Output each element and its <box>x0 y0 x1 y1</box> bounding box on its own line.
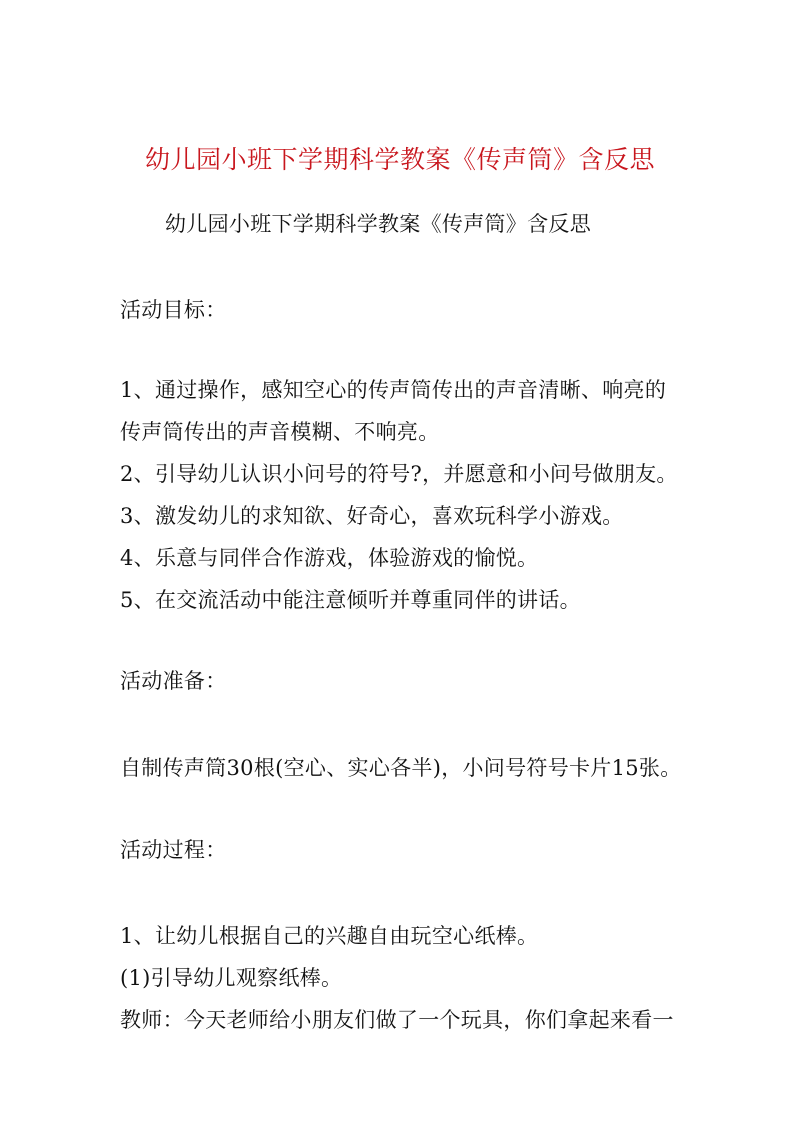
process-item: 教师：今天老师给小朋友们做了一个玩具，你们拿起来看一 <box>120 1008 674 1032</box>
objective-item: 1、通过操作，感知空心的传声筒传出的声音清晰、响亮的 <box>120 378 667 402</box>
objective-item: 5、在交流活动中能注意倾听并尊重同伴的讲话。 <box>120 588 581 612</box>
objective-item: 4、乐意与同伴合作游戏，体验游戏的愉悦。 <box>120 546 539 570</box>
document-subtitle: 幼儿园小班下学期科学教案《传声筒》含反思 <box>165 212 591 236</box>
process-item: (1)引导幼儿观察纸棒。 <box>120 966 343 990</box>
objectives-heading: 活动目标： <box>120 298 227 322</box>
preparation-heading: 活动准备： <box>120 669 227 693</box>
preparation-text: 自制传声筒30根(空心、实心各半)，小问号符号卡片15张。 <box>120 756 682 780</box>
process-item: 1、让幼儿根据自己的兴趣自由玩空心纸棒。 <box>120 924 539 948</box>
document-title: 幼儿园小班下学期科学教案《传声筒》含反思 <box>144 145 655 174</box>
process-heading: 活动过程： <box>120 838 227 862</box>
objective-item: 2、引导幼儿认识小问号的符号?，并愿意和小问号做朋友。 <box>120 462 678 486</box>
objective-item: 3、激发幼儿的求知欲、好奇心，喜欢玩科学小游戏。 <box>120 504 624 528</box>
objective-item: 传声筒传出的声音模糊、不响亮。 <box>120 420 440 444</box>
